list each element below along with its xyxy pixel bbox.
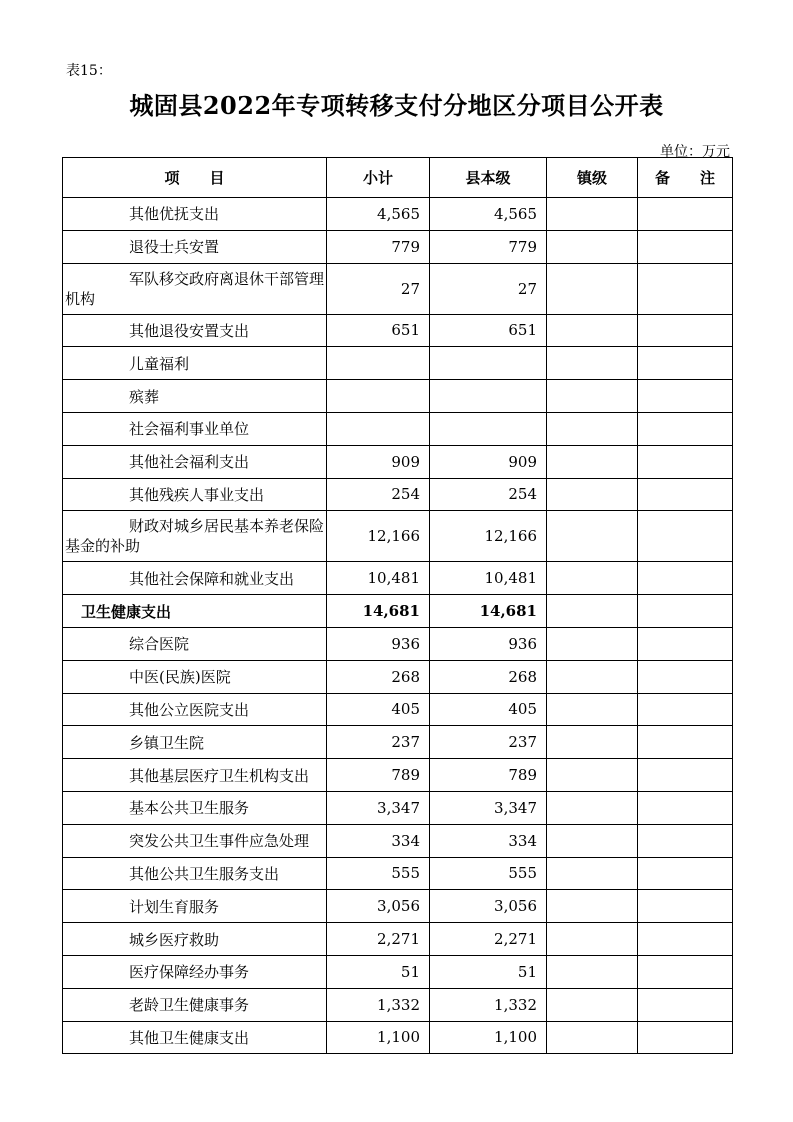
- row-county: 651: [430, 314, 547, 347]
- row-county: 1,332: [430, 988, 547, 1021]
- row-subtotal: 1,332: [327, 988, 430, 1021]
- row-name: 计划生育服务: [63, 890, 327, 923]
- row-subtotal: 4,565: [327, 198, 430, 231]
- row-town: [547, 693, 638, 726]
- row-subtotal: [327, 380, 430, 413]
- row-name: 乡镇卫生院: [63, 726, 327, 759]
- page-title: 城固县2022年专项转移支付分地区分项目公开表: [129, 91, 664, 120]
- row-remark: [638, 263, 733, 314]
- table-row: [63, 824, 733, 857]
- table-row: [63, 314, 733, 347]
- row-town: [547, 263, 638, 314]
- row-name: 中医(民族)医院: [63, 660, 327, 693]
- row-county: 1,100: [430, 1021, 547, 1054]
- row-county: 909: [430, 445, 547, 478]
- table-row: [63, 627, 733, 660]
- row-remark: [638, 230, 733, 263]
- row-name: 其他退役安置支出: [63, 314, 327, 347]
- row-county: 334: [430, 824, 547, 857]
- header-item: 项 目: [63, 158, 327, 198]
- row-name: 基本公共卫生服务: [63, 791, 327, 824]
- table-row: [63, 230, 733, 263]
- row-name: 综合医院: [63, 627, 327, 660]
- row-remark: [638, 791, 733, 824]
- table-row: [63, 478, 733, 511]
- row-town: [547, 660, 638, 693]
- table-row: [63, 693, 733, 726]
- row-town: [547, 314, 638, 347]
- row-remark: [638, 1021, 733, 1054]
- row-subtotal: 555: [327, 857, 430, 890]
- row-subtotal: [327, 412, 430, 445]
- row-town: [547, 759, 638, 792]
- header-county: 县本级: [430, 158, 547, 198]
- table-row: [63, 759, 733, 792]
- row-county: 936: [430, 627, 547, 660]
- row-town: [547, 955, 638, 988]
- unit-label: 单位：万元: [660, 144, 730, 160]
- table-number: 表15：: [66, 63, 112, 79]
- row-subtotal: 789: [327, 759, 430, 792]
- row-name: 儿童福利: [63, 347, 327, 380]
- row-county: 237: [430, 726, 547, 759]
- table-row: [63, 726, 733, 759]
- table-row: [63, 890, 733, 923]
- row-town: [547, 923, 638, 956]
- row-subtotal: 1,100: [327, 1021, 430, 1054]
- row-name: 医疗保障经办事务: [63, 955, 327, 988]
- row-name: 突发公共卫生事件应急处理: [63, 824, 327, 857]
- row-name: 社会福利事业单位: [63, 412, 327, 445]
- header-remark: 备 注: [638, 158, 733, 198]
- row-remark: [638, 562, 733, 595]
- row-name: 其他卫生健康支出: [63, 1021, 327, 1054]
- row-name: 老龄卫生健康事务: [63, 988, 327, 1021]
- row-subtotal: 2,271: [327, 923, 430, 956]
- section-row: [63, 595, 733, 628]
- row-town: [547, 1021, 638, 1054]
- row-subtotal: 405: [327, 693, 430, 726]
- row-subtotal: 237: [327, 726, 430, 759]
- row-name: 城乡医疗救助: [63, 923, 327, 956]
- row-county: 2,271: [430, 923, 547, 956]
- table-row: [63, 857, 733, 890]
- row-county: 3,056: [430, 890, 547, 923]
- row-subtotal: 12,166: [327, 511, 430, 562]
- row-name: 财政对城乡居民基本养老保险基金的补助: [63, 511, 327, 562]
- row-subtotal: 651: [327, 314, 430, 347]
- row-town: [547, 562, 638, 595]
- table-row: [63, 511, 733, 562]
- row-subtotal: 14,681: [327, 595, 430, 628]
- row-town: [547, 380, 638, 413]
- row-remark: [638, 445, 733, 478]
- table-row: [63, 412, 733, 445]
- fund-table: [62, 157, 733, 1054]
- row-name: 其他社会保障和就业支出: [63, 562, 327, 595]
- header-subtotal: 小计: [327, 158, 430, 198]
- table-row: [63, 660, 733, 693]
- row-county: 789: [430, 759, 547, 792]
- row-county: [430, 412, 547, 445]
- row-town: [547, 824, 638, 857]
- row-county: [430, 347, 547, 380]
- row-town: [547, 791, 638, 824]
- table-row: [63, 347, 733, 380]
- row-county: 3,347: [430, 791, 547, 824]
- row-town: [547, 445, 638, 478]
- row-county: 10,481: [430, 562, 547, 595]
- table-row: [63, 988, 733, 1021]
- row-county: 4,565: [430, 198, 547, 231]
- row-remark: [638, 511, 733, 562]
- row-county: 27: [430, 263, 547, 314]
- table-header-row: [63, 158, 733, 198]
- row-remark: [638, 890, 733, 923]
- row-subtotal: 10,481: [327, 562, 430, 595]
- row-town: [547, 890, 638, 923]
- table-row: [63, 562, 733, 595]
- row-remark: [638, 198, 733, 231]
- row-town: [547, 478, 638, 511]
- table-row: [63, 263, 733, 314]
- row-remark: [638, 595, 733, 628]
- row-remark: [638, 923, 733, 956]
- row-remark: [638, 824, 733, 857]
- row-name: 退役士兵安置: [63, 230, 327, 263]
- row-subtotal: 936: [327, 627, 430, 660]
- table-row: [63, 380, 733, 413]
- row-remark: [638, 660, 733, 693]
- row-remark: [638, 314, 733, 347]
- row-remark: [638, 726, 733, 759]
- table-row: [63, 923, 733, 956]
- row-subtotal: 334: [327, 824, 430, 857]
- row-town: [547, 988, 638, 1021]
- row-subtotal: 268: [327, 660, 430, 693]
- row-county: 14,681: [430, 595, 547, 628]
- row-town: [547, 726, 638, 759]
- row-remark: [638, 412, 733, 445]
- row-town: [547, 347, 638, 380]
- row-town: [547, 627, 638, 660]
- row-name: 殡葬: [63, 380, 327, 413]
- table-row: [63, 1021, 733, 1054]
- row-name: 其他优抚支出: [63, 198, 327, 231]
- row-subtotal: 779: [327, 230, 430, 263]
- row-county: 254: [430, 478, 547, 511]
- row-remark: [638, 478, 733, 511]
- row-county: 405: [430, 693, 547, 726]
- row-name: 其他基层医疗卫生机构支出: [63, 759, 327, 792]
- row-subtotal: [327, 347, 430, 380]
- row-county: 51: [430, 955, 547, 988]
- row-remark: [638, 347, 733, 380]
- row-remark: [638, 627, 733, 660]
- row-subtotal: 3,347: [327, 791, 430, 824]
- row-remark: [638, 857, 733, 890]
- row-name: 其他残疾人事业支出: [63, 478, 327, 511]
- row-town: [547, 412, 638, 445]
- table-row: [63, 198, 733, 231]
- row-subtotal: 27: [327, 263, 430, 314]
- row-county: 779: [430, 230, 547, 263]
- row-remark: [638, 693, 733, 726]
- row-county: 268: [430, 660, 547, 693]
- row-remark: [638, 380, 733, 413]
- row-remark: [638, 988, 733, 1021]
- row-subtotal: 3,056: [327, 890, 430, 923]
- table-row: [63, 445, 733, 478]
- row-county: [430, 380, 547, 413]
- row-remark: [638, 955, 733, 988]
- row-town: [547, 857, 638, 890]
- row-subtotal: 51: [327, 955, 430, 988]
- row-town: [547, 511, 638, 562]
- row-remark: [638, 759, 733, 792]
- header-town: 镇级: [547, 158, 638, 198]
- row-name: 军队移交政府离退休干部管理机构: [63, 263, 327, 314]
- row-county: 555: [430, 857, 547, 890]
- table-row: [63, 791, 733, 824]
- row-town: [547, 230, 638, 263]
- row-name: 其他社会福利支出: [63, 445, 327, 478]
- row-town: [547, 198, 638, 231]
- row-county: 12,166: [430, 511, 547, 562]
- row-subtotal: 909: [327, 445, 430, 478]
- section-name: 卫生健康支出: [63, 595, 327, 628]
- row-town: [547, 595, 638, 628]
- row-name: 其他公共卫生服务支出: [63, 857, 327, 890]
- row-subtotal: 254: [327, 478, 430, 511]
- row-name: 其他公立医院支出: [63, 693, 327, 726]
- table-row: [63, 955, 733, 988]
